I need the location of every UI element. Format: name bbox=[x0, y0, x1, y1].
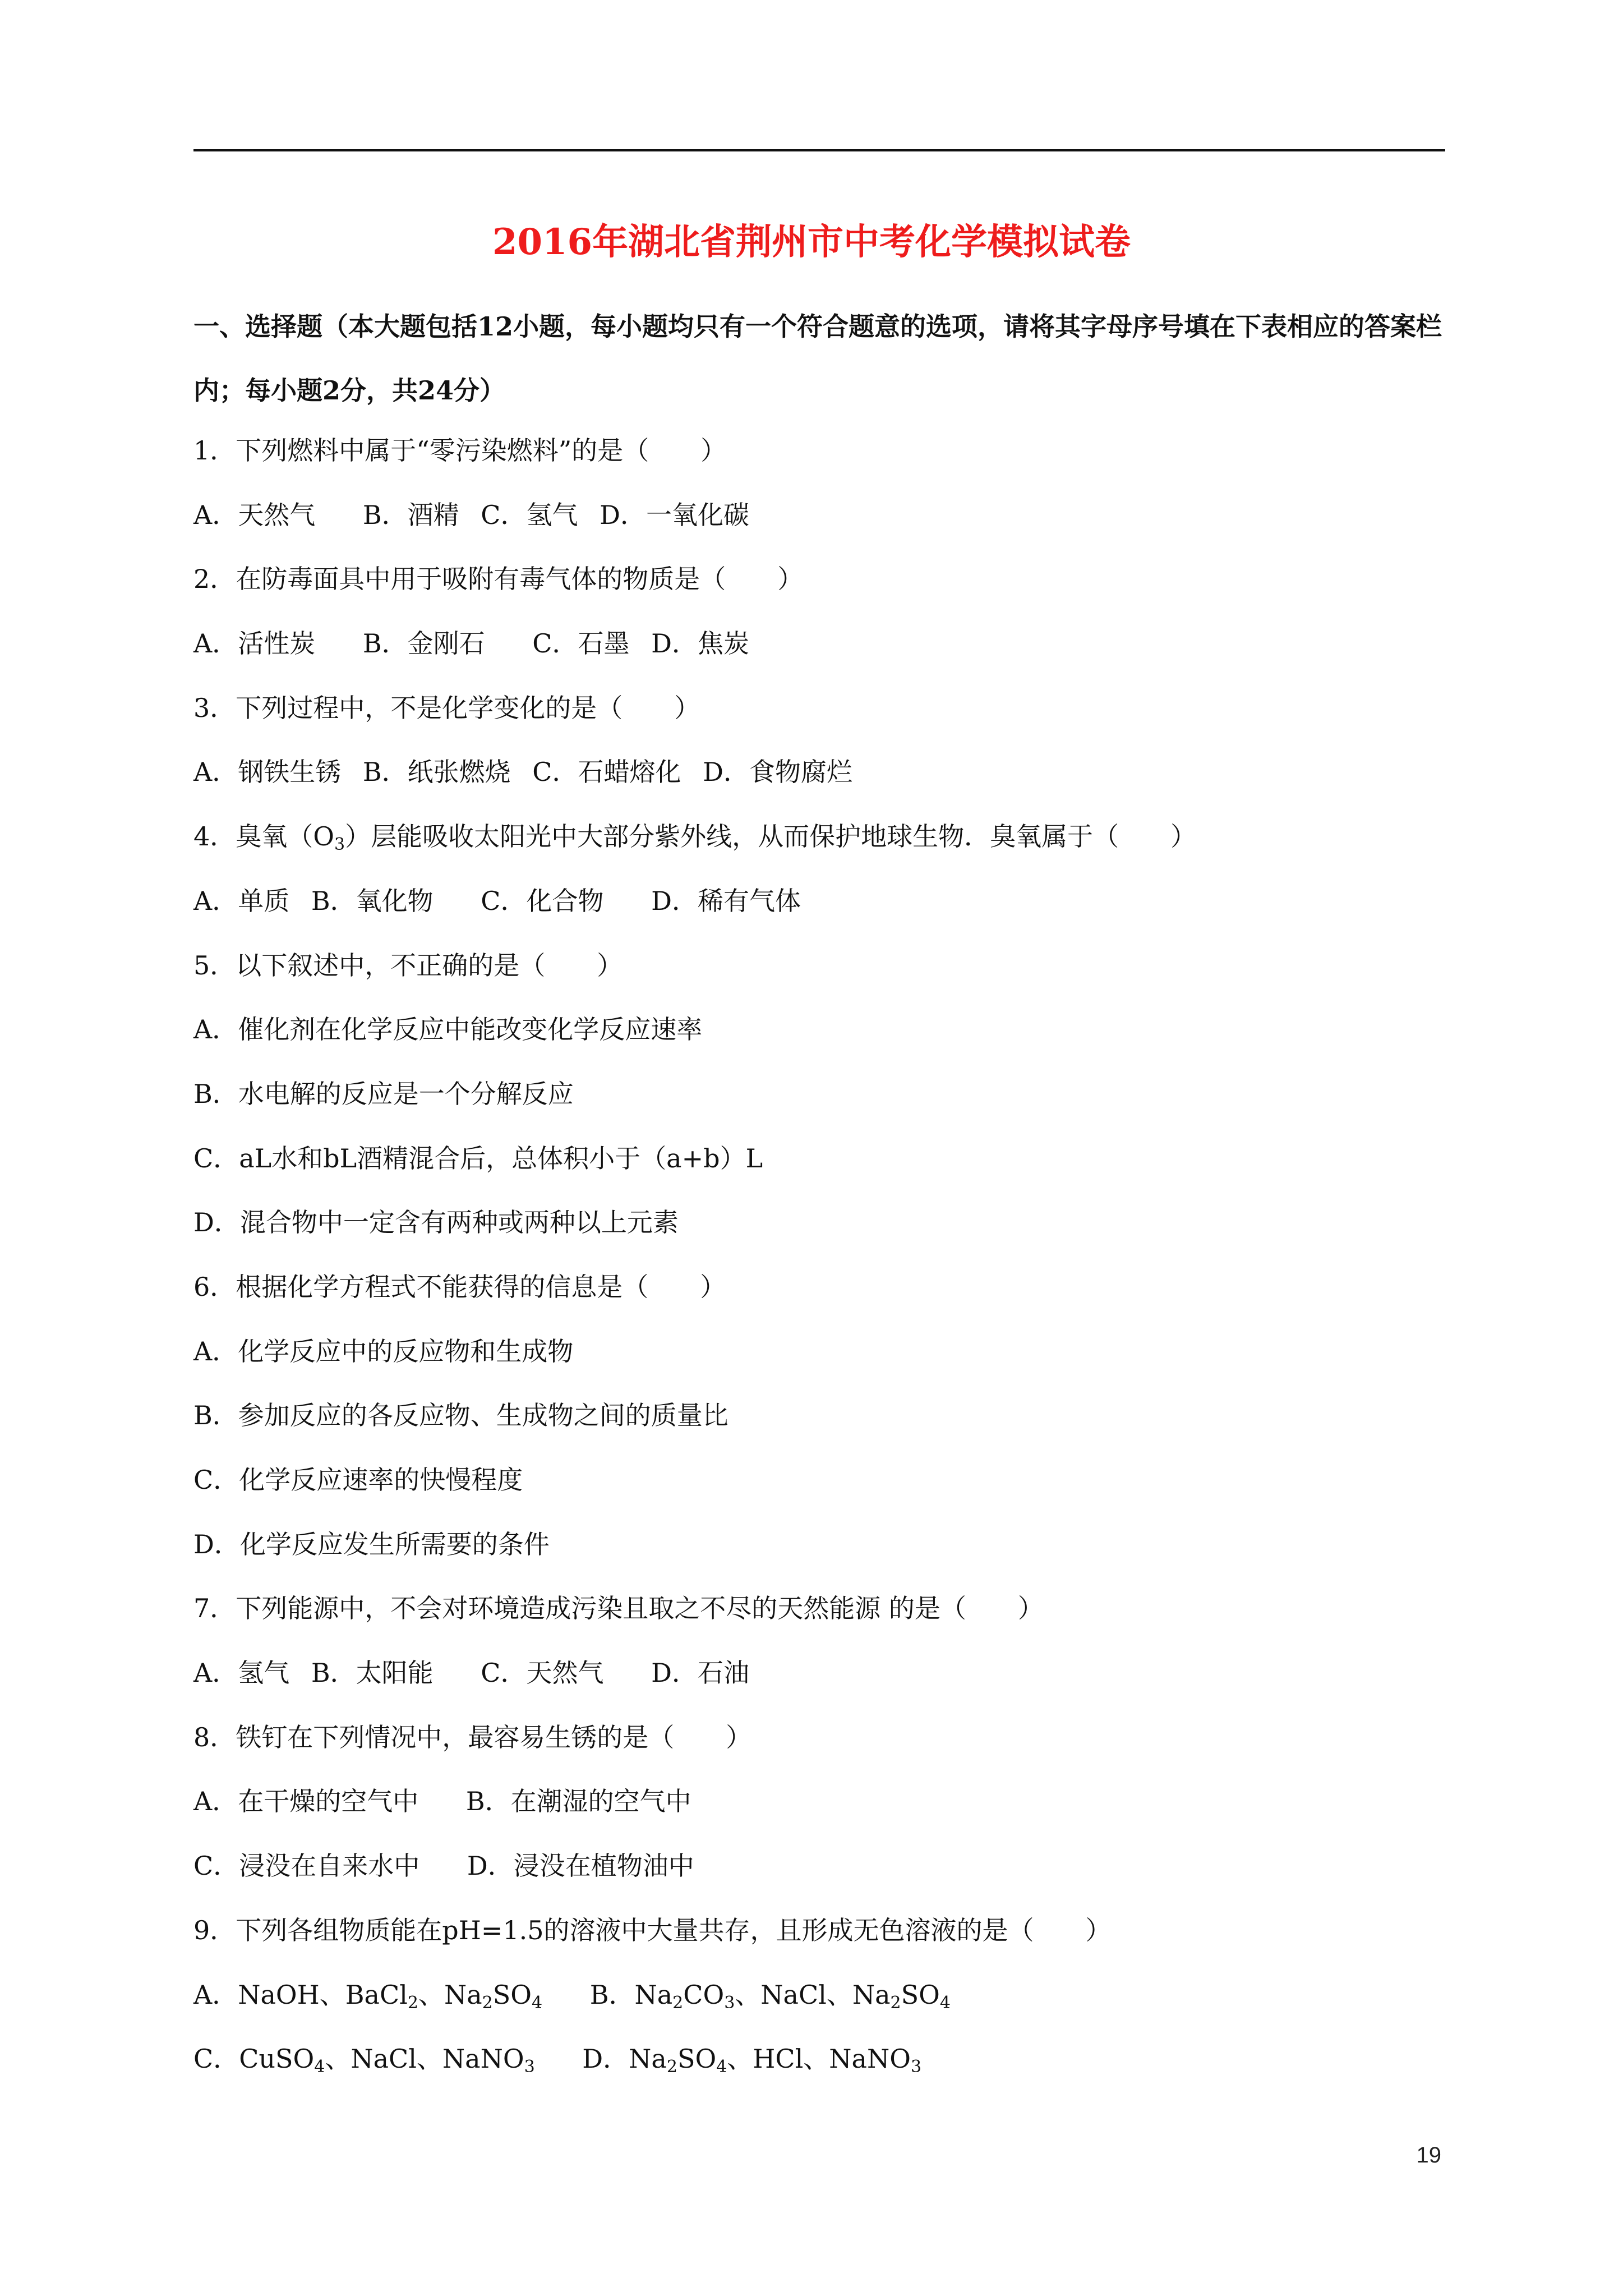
option-c: C．天然气 bbox=[481, 1658, 604, 1688]
question-9-stem: 9．下列各组物质能在pH=1.5的溶液中大量共存，且形成无色溶液的是（ ） bbox=[193, 1915, 1112, 1945]
question-8-stem: 8．铁钉在下列情况中，最容易生锈的是（ ） bbox=[193, 1722, 752, 1752]
question-8-options-cd bbox=[193, 1834, 1445, 1898]
option-c: C．石蜡熔化 bbox=[532, 757, 681, 788]
header-rule bbox=[193, 149, 1445, 151]
option-d: D．一氧化碳 bbox=[600, 499, 750, 530]
question-2-options bbox=[193, 611, 1445, 676]
section-header: 一、选择题（本大题包括12小题，每小题均只有一个符合题意的选项，请将其字母序号填在下表相应的答案栏内；每小题2分，共24分） bbox=[193, 311, 1442, 406]
question-1-options bbox=[193, 483, 1445, 547]
option-d: D．$Na_2SO_4$、HCl、NaNO$_3$ bbox=[582, 2044, 922, 2077]
option-a: A．氢气 bbox=[193, 1658, 290, 1688]
question-5-option-a: A．催化剂在化学反应中能改变化学反应速率 bbox=[193, 1014, 703, 1045]
question-3-stem: 3．下列过程中，不是化学变化的是（ ） bbox=[193, 692, 700, 723]
option-b: B．$Na_2CO_3$、NaCl、$Na_2SO_4$ bbox=[589, 1979, 951, 2013]
question-7-stem: 7．下列能源中，不会对环境造成污染且取之不尽的天然能源 的是（ ） bbox=[193, 1593, 1044, 1624]
question-list bbox=[193, 418, 1445, 2091]
page-title: 2016年湖北省荆州市中考化学模拟试卷 bbox=[492, 221, 1131, 263]
question-5-option-b: B．水电解的反应是一个分解反应 bbox=[193, 1078, 574, 1109]
option-b: B．纸张燃烧 bbox=[362, 757, 511, 788]
option-b: B．酒精 bbox=[362, 499, 459, 530]
option-d: D．浸没在植物油中 bbox=[467, 1851, 694, 1881]
option-c: C．浸没在自来水中 bbox=[193, 1851, 420, 1881]
option-a: A．NaOH、BaCl$_2$、$Na_2SO_4$ bbox=[193, 1979, 543, 2013]
question-6-option-c: C．化学反应速率的快慢程度 bbox=[193, 1465, 523, 1495]
stem-part: 4．臭氧（O bbox=[193, 821, 334, 852]
question-3-options bbox=[193, 740, 1445, 804]
option-b: B．氧化物 bbox=[311, 885, 434, 916]
option-b: B．在潮湿的空气中 bbox=[465, 1786, 691, 1817]
option-a: A．钢铁生锈 bbox=[193, 757, 342, 788]
option-d: D．焦炭 bbox=[651, 628, 750, 659]
option-a: A．天然气 bbox=[193, 499, 316, 530]
subscript: 3 bbox=[334, 835, 345, 855]
option-d: D．石油 bbox=[651, 1658, 750, 1688]
question-9-options-cd bbox=[193, 2027, 1445, 2091]
question-5-stem: 5．以下叙述中，不正确的是（ ） bbox=[193, 950, 623, 981]
question-1-stem: 1．下列燃料中属于“零污染燃料”的是（ ） bbox=[193, 435, 727, 466]
stem-part: ）层能吸收太阳光中大部分紫外线，从而保护地球生物．臭氧属于（ ） bbox=[345, 821, 1197, 852]
option-c: C．化合物 bbox=[481, 885, 604, 916]
question-6-option-a: A．化学反应中的反应物和生成物 bbox=[193, 1336, 574, 1366]
question-2-stem: 2．在防毒面具中用于吸附有毒气体的物质是（ ） bbox=[193, 564, 804, 595]
question-8-options-ab bbox=[193, 1769, 1445, 1834]
option-a: A．在干燥的空气中 bbox=[193, 1786, 419, 1817]
question-9-options-ab bbox=[193, 1963, 1445, 2027]
question-4-stem bbox=[193, 804, 1445, 869]
option-b: B．太阳能 bbox=[311, 1658, 434, 1688]
question-4-options bbox=[193, 869, 1445, 933]
option-a: A．活性炭 bbox=[193, 628, 316, 659]
option-a: A．单质 bbox=[193, 885, 290, 916]
question-6-option-b: B．参加反应的各反应物、生成物之间的质量比 bbox=[193, 1400, 728, 1431]
option-d: D．稀有气体 bbox=[651, 885, 801, 916]
page-number: 19 bbox=[1416, 2143, 1441, 2168]
option-b: B．金刚石 bbox=[362, 628, 485, 659]
option-c: C．石墨 bbox=[532, 628, 630, 659]
question-5-option-d: D．混合物中一定含有两种或两种以上元素 bbox=[193, 1207, 679, 1238]
option-d: D．食物腐烂 bbox=[703, 757, 853, 788]
question-5-option-c: C．aL水和bL酒精混合后，总体积小于（a+b）L bbox=[193, 1143, 763, 1174]
question-6-option-d: D．化学反应发生所需要的条件 bbox=[193, 1529, 550, 1559]
question-6-stem: 6．根据化学方程式不能获得的信息是（ ） bbox=[193, 1271, 726, 1302]
option-c: C．CuSO$_4$、NaCl、NaNO$_3$ bbox=[193, 2044, 535, 2077]
question-7-options bbox=[193, 1641, 1445, 1705]
option-c: C．氢气 bbox=[481, 499, 578, 530]
